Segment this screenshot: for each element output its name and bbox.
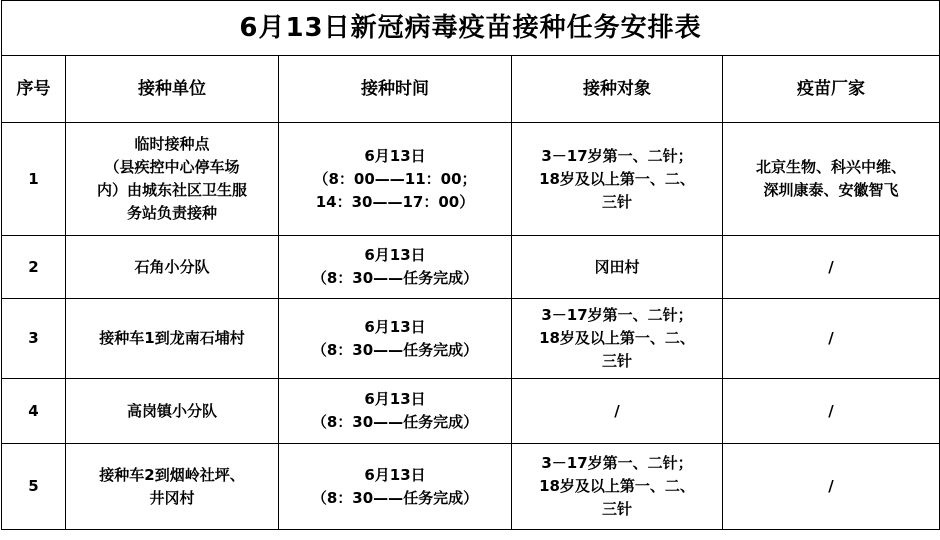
cell-line: 内）由城东社区卫生服: [96, 181, 247, 199]
cell-line: （8：00——11：00；: [313, 169, 477, 188]
cell-line: 18岁及以上第一、二、: [539, 329, 695, 347]
cell-line: 6月13日: [364, 317, 426, 336]
cell-line: 6月13日: [364, 146, 426, 165]
cell-vendor: [723, 299, 940, 379]
cell-line: （县疾控中心停车场: [104, 158, 240, 176]
cell-line: 6月13日: [364, 465, 426, 484]
cell-line: （8：30——任务完成）: [311, 488, 479, 507]
table-row: [2, 236, 940, 299]
cell-line: 临时接种点: [134, 135, 210, 153]
cell-vendor: [723, 236, 940, 299]
cell-line: 冈田村: [594, 257, 640, 276]
cell-vendor: [723, 444, 940, 530]
cell-unit: [66, 123, 279, 236]
cell-line: 务站负责接种: [126, 204, 217, 222]
cell-time: [279, 123, 512, 236]
cell-no: 1: [2, 123, 66, 236]
cell-line: 3－17岁第一、二针；: [541, 454, 693, 472]
table-row: [2, 299, 940, 379]
cell-line: 14：30——17：00）: [315, 192, 475, 211]
cell-no: 4: [2, 379, 66, 444]
table-title: 6月13日新冠病毒疫苗接种任务安排表: [2, 1, 940, 56]
cell-time: [279, 299, 512, 379]
cell-line: 北京生物、科兴中维、: [755, 158, 906, 176]
cell-line: 三针: [601, 500, 632, 518]
cell-unit: [66, 444, 279, 530]
cell-target: [512, 379, 723, 444]
cell-line: 18岁及以上第一、二、: [539, 477, 695, 495]
header-unit: 接种单位: [66, 56, 279, 123]
cell-line: 三针: [601, 192, 632, 211]
cell-line: 接种车2到烟岭社坪、: [99, 465, 245, 484]
cell-line: 接种车1到龙南石埔村: [99, 329, 245, 347]
title-row: [2, 1, 940, 56]
header-time: 接种时间: [279, 56, 512, 123]
cell-line: /: [614, 401, 620, 420]
cell-line: 18岁及以上第一、二、: [539, 169, 695, 188]
cell-vendor: [723, 123, 940, 236]
header-row: [2, 56, 940, 123]
cell-no: 2: [2, 236, 66, 299]
header-no: 序号: [2, 56, 66, 123]
header-target: 接种对象: [512, 56, 723, 123]
cell-time: [279, 379, 512, 444]
cell-target: [512, 236, 723, 299]
schedule-table: [1, 0, 940, 530]
table-row: [2, 379, 940, 444]
cell-line: （8：30——任务完成）: [311, 340, 479, 359]
cell-vendor: [723, 379, 940, 444]
header-vendor: 疫苗厂家: [723, 56, 940, 123]
cell-target: [512, 299, 723, 379]
cell-unit: [66, 379, 279, 444]
cell-line: /: [828, 477, 834, 495]
cell-line: 3－17岁第一、二针；: [541, 146, 693, 165]
cell-line: 3－17岁第一、二针；: [541, 306, 693, 324]
cell-target: [512, 444, 723, 530]
cell-line: 高岗镇小分队: [126, 401, 217, 420]
cell-line: （8：30——任务完成）: [311, 413, 479, 431]
cell-line: /: [828, 257, 834, 276]
cell-line: 三针: [601, 352, 632, 370]
cell-unit: [66, 236, 279, 299]
cell-unit: [66, 299, 279, 379]
cell-line: 6月13日: [364, 246, 426, 264]
table-row: [2, 123, 940, 236]
cell-target: [512, 123, 723, 236]
cell-no: 5: [2, 444, 66, 530]
cell-line: 石角小分队: [134, 257, 210, 276]
cell-no: 3: [2, 299, 66, 379]
cell-line: 深圳康泰、安徽智飞: [763, 181, 899, 199]
cell-line: （8：30——任务完成）: [311, 269, 479, 287]
cell-time: [279, 444, 512, 530]
cell-line: 井冈村: [149, 488, 195, 507]
cell-line: /: [828, 329, 834, 347]
cell-line: /: [828, 401, 834, 420]
cell-line: 6月13日: [364, 390, 426, 408]
table-row: [2, 444, 940, 530]
cell-time: [279, 236, 512, 299]
